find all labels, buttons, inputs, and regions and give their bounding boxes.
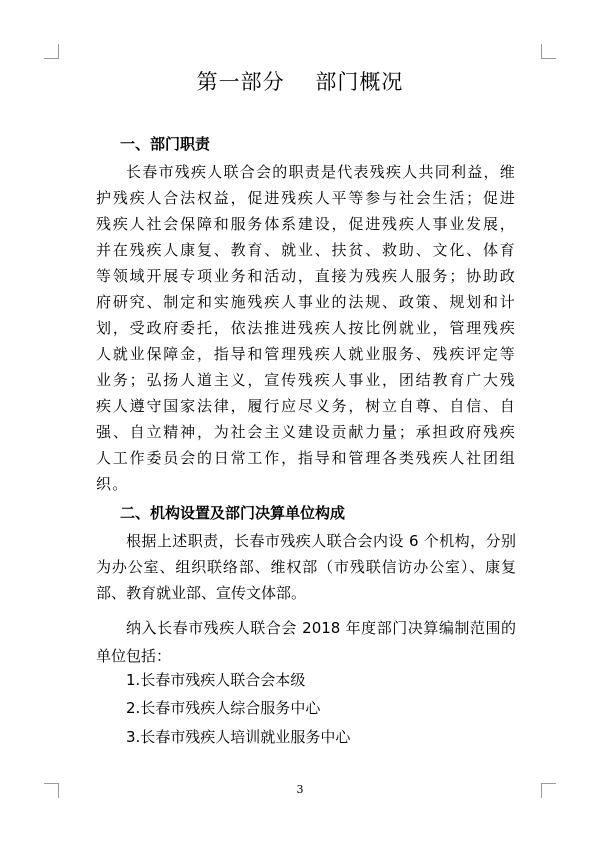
unit-list-item: 2.长春市残疾人综合服务中心 xyxy=(126,699,321,717)
page-number: 3 xyxy=(296,783,304,796)
crop-mark-top-left xyxy=(44,44,59,59)
unit-list-item: 1.长春市残疾人联合会本级 xyxy=(126,671,306,689)
unit-list-item: 3.长春市残疾人培训就业服务中心 xyxy=(126,728,351,746)
section-heading-organization: 二、机构设置及部门决算单位构成 xyxy=(120,504,346,522)
responsibilities-paragraph: 长春市残疾人联合会的职责是代表残疾人共同利益，维护残疾人合法权益，促进残疾人平等参与社会生活；促进残疾人社会保障和服务体系建设，促进残疾人事业发展，并在残疾人康复、教育、就业、扶贫、救助、文化、体育等领域开展专项业务和活动，直接为残疾人服务；协助政府研究、制定和实施残疾人事业的法规、政策、规划和计划，受政府委托，依法推进残疾人按比例就业，管理残疾人就业保障金，指导和管理残疾人就业服务、残疾评定等业务；弘扬人道主义，宣传残疾人事业，团结教育广大残疾人遵守国家法律，履行应尽义务，树立自尊、自信、自强、自立精神，为社会主义建设贡献力量；承担政府残疾人工作委员会的日常工作，指导和管理各类残疾人社团组织。 xyxy=(96,163,516,493)
organization-paragraph xyxy=(96,528,516,606)
page-title: 第一部分 部门概况 xyxy=(196,70,404,94)
crop-mark-top-right xyxy=(541,44,556,59)
organization-intro-lead: 根据上述职责，长春市残疾人联合会内设 6 个机构，分别为 xyxy=(96,532,516,576)
scope-paragraph: 纳入长春市残疾人联合会 2018 年度部门决算编制范围的单位包括： xyxy=(96,619,516,665)
section-heading-responsibilities: 一、部门职责 xyxy=(120,135,211,153)
organization-departments: 办公室、组织联络部、维权部（市残联信访办公室）、康复部、教育就业部、宣传文体部。 xyxy=(96,558,516,602)
